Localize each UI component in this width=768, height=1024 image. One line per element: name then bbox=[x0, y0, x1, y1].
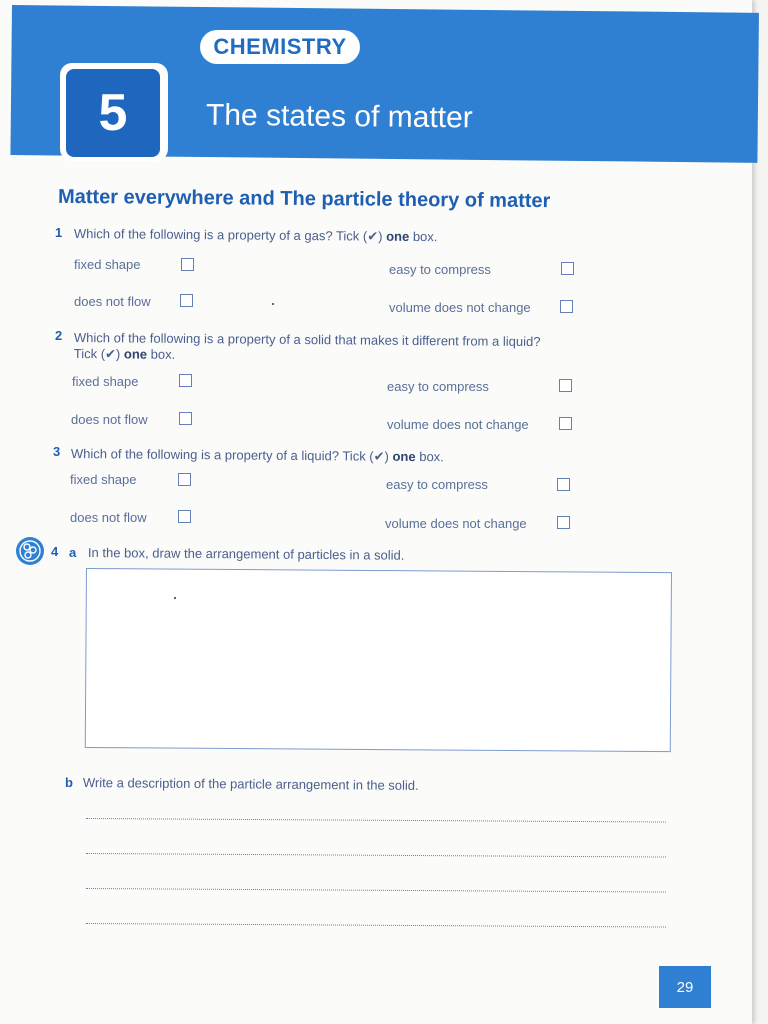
q3-checkbox-easy-to-compress[interactable] bbox=[557, 478, 570, 491]
q1-option-volume-does-not-change: volume does not change bbox=[389, 300, 531, 315]
q3-option-does-not-flow: does not flow bbox=[70, 510, 147, 525]
q3-option-volume-does-not-change: volume does not change bbox=[385, 516, 527, 531]
question-4b-letter: b bbox=[65, 775, 73, 790]
molecule-icon bbox=[16, 537, 44, 565]
q2-checkbox-volume-does-not-change[interactable] bbox=[559, 417, 572, 430]
q2-option-fixed-shape: fixed shape bbox=[72, 374, 139, 389]
scan-speck bbox=[272, 303, 274, 305]
q3-checkbox-volume-does-not-change[interactable] bbox=[557, 516, 570, 529]
page-number: 29 bbox=[659, 966, 711, 1008]
scan-speck bbox=[174, 597, 176, 599]
subject-label: CHEMISTRY bbox=[200, 30, 360, 64]
answer-line-2[interactable] bbox=[86, 853, 666, 858]
q2-checkbox-easy-to-compress[interactable] bbox=[559, 379, 572, 392]
question-2-text: Which of the following is a property of a solid that makes it different from a liquid? Tick (✔) one box. bbox=[73, 330, 541, 362]
question-4a-text: In the box, draw the arrangement of particles in a solid. bbox=[87, 545, 405, 563]
q1-checkbox-easy-to-compress[interactable] bbox=[561, 262, 574, 275]
question-3-text: Which of the following is a property of a liquid? Tick (✔) one box. bbox=[70, 446, 444, 465]
question-4a-letter: a bbox=[69, 545, 77, 560]
answer-line-3[interactable] bbox=[86, 888, 666, 893]
question-4b-text: Write a description of the particle arrangement in the solid. bbox=[82, 775, 419, 793]
q2-checkbox-fixed-shape[interactable] bbox=[179, 374, 192, 387]
drawing-answer-box[interactable] bbox=[85, 568, 672, 752]
q1-checkbox-volume-does-not-change[interactable] bbox=[560, 300, 573, 313]
question-1-number: 1 bbox=[55, 225, 63, 240]
question-1-text: Which of the following is a property of a gas? Tick (✔) one box. bbox=[73, 226, 438, 245]
question-3-number: 3 bbox=[53, 444, 61, 459]
q2-option-does-not-flow: does not flow bbox=[71, 412, 148, 427]
q1-checkbox-does-not-flow[interactable] bbox=[180, 294, 193, 307]
q2-option-easy-to-compress: easy to compress bbox=[387, 379, 489, 394]
q2-checkbox-does-not-flow[interactable] bbox=[179, 412, 192, 425]
question-2-number: 2 bbox=[55, 328, 63, 343]
answer-line-4[interactable] bbox=[86, 923, 666, 928]
section-heading: Matter everywhere and The particle theory of matter bbox=[57, 185, 551, 213]
q3-checkbox-fixed-shape[interactable] bbox=[178, 473, 191, 486]
q1-option-easy-to-compress: easy to compress bbox=[389, 262, 491, 277]
q1-checkbox-fixed-shape[interactable] bbox=[181, 258, 194, 271]
answer-line-1[interactable] bbox=[86, 818, 666, 823]
q1-option-fixed-shape: fixed shape bbox=[74, 257, 141, 272]
q1-option-does-not-flow: does not flow bbox=[74, 294, 151, 309]
q3-option-easy-to-compress: easy to compress bbox=[386, 477, 488, 492]
chapter-number: 5 bbox=[66, 69, 160, 157]
q2-option-volume-does-not-change: volume does not change bbox=[387, 417, 529, 432]
question-4-number: 4 bbox=[51, 544, 59, 559]
q3-option-fixed-shape: fixed shape bbox=[70, 472, 137, 487]
chapter-title: The states of matter bbox=[205, 98, 473, 135]
q3-checkbox-does-not-flow[interactable] bbox=[178, 510, 191, 523]
